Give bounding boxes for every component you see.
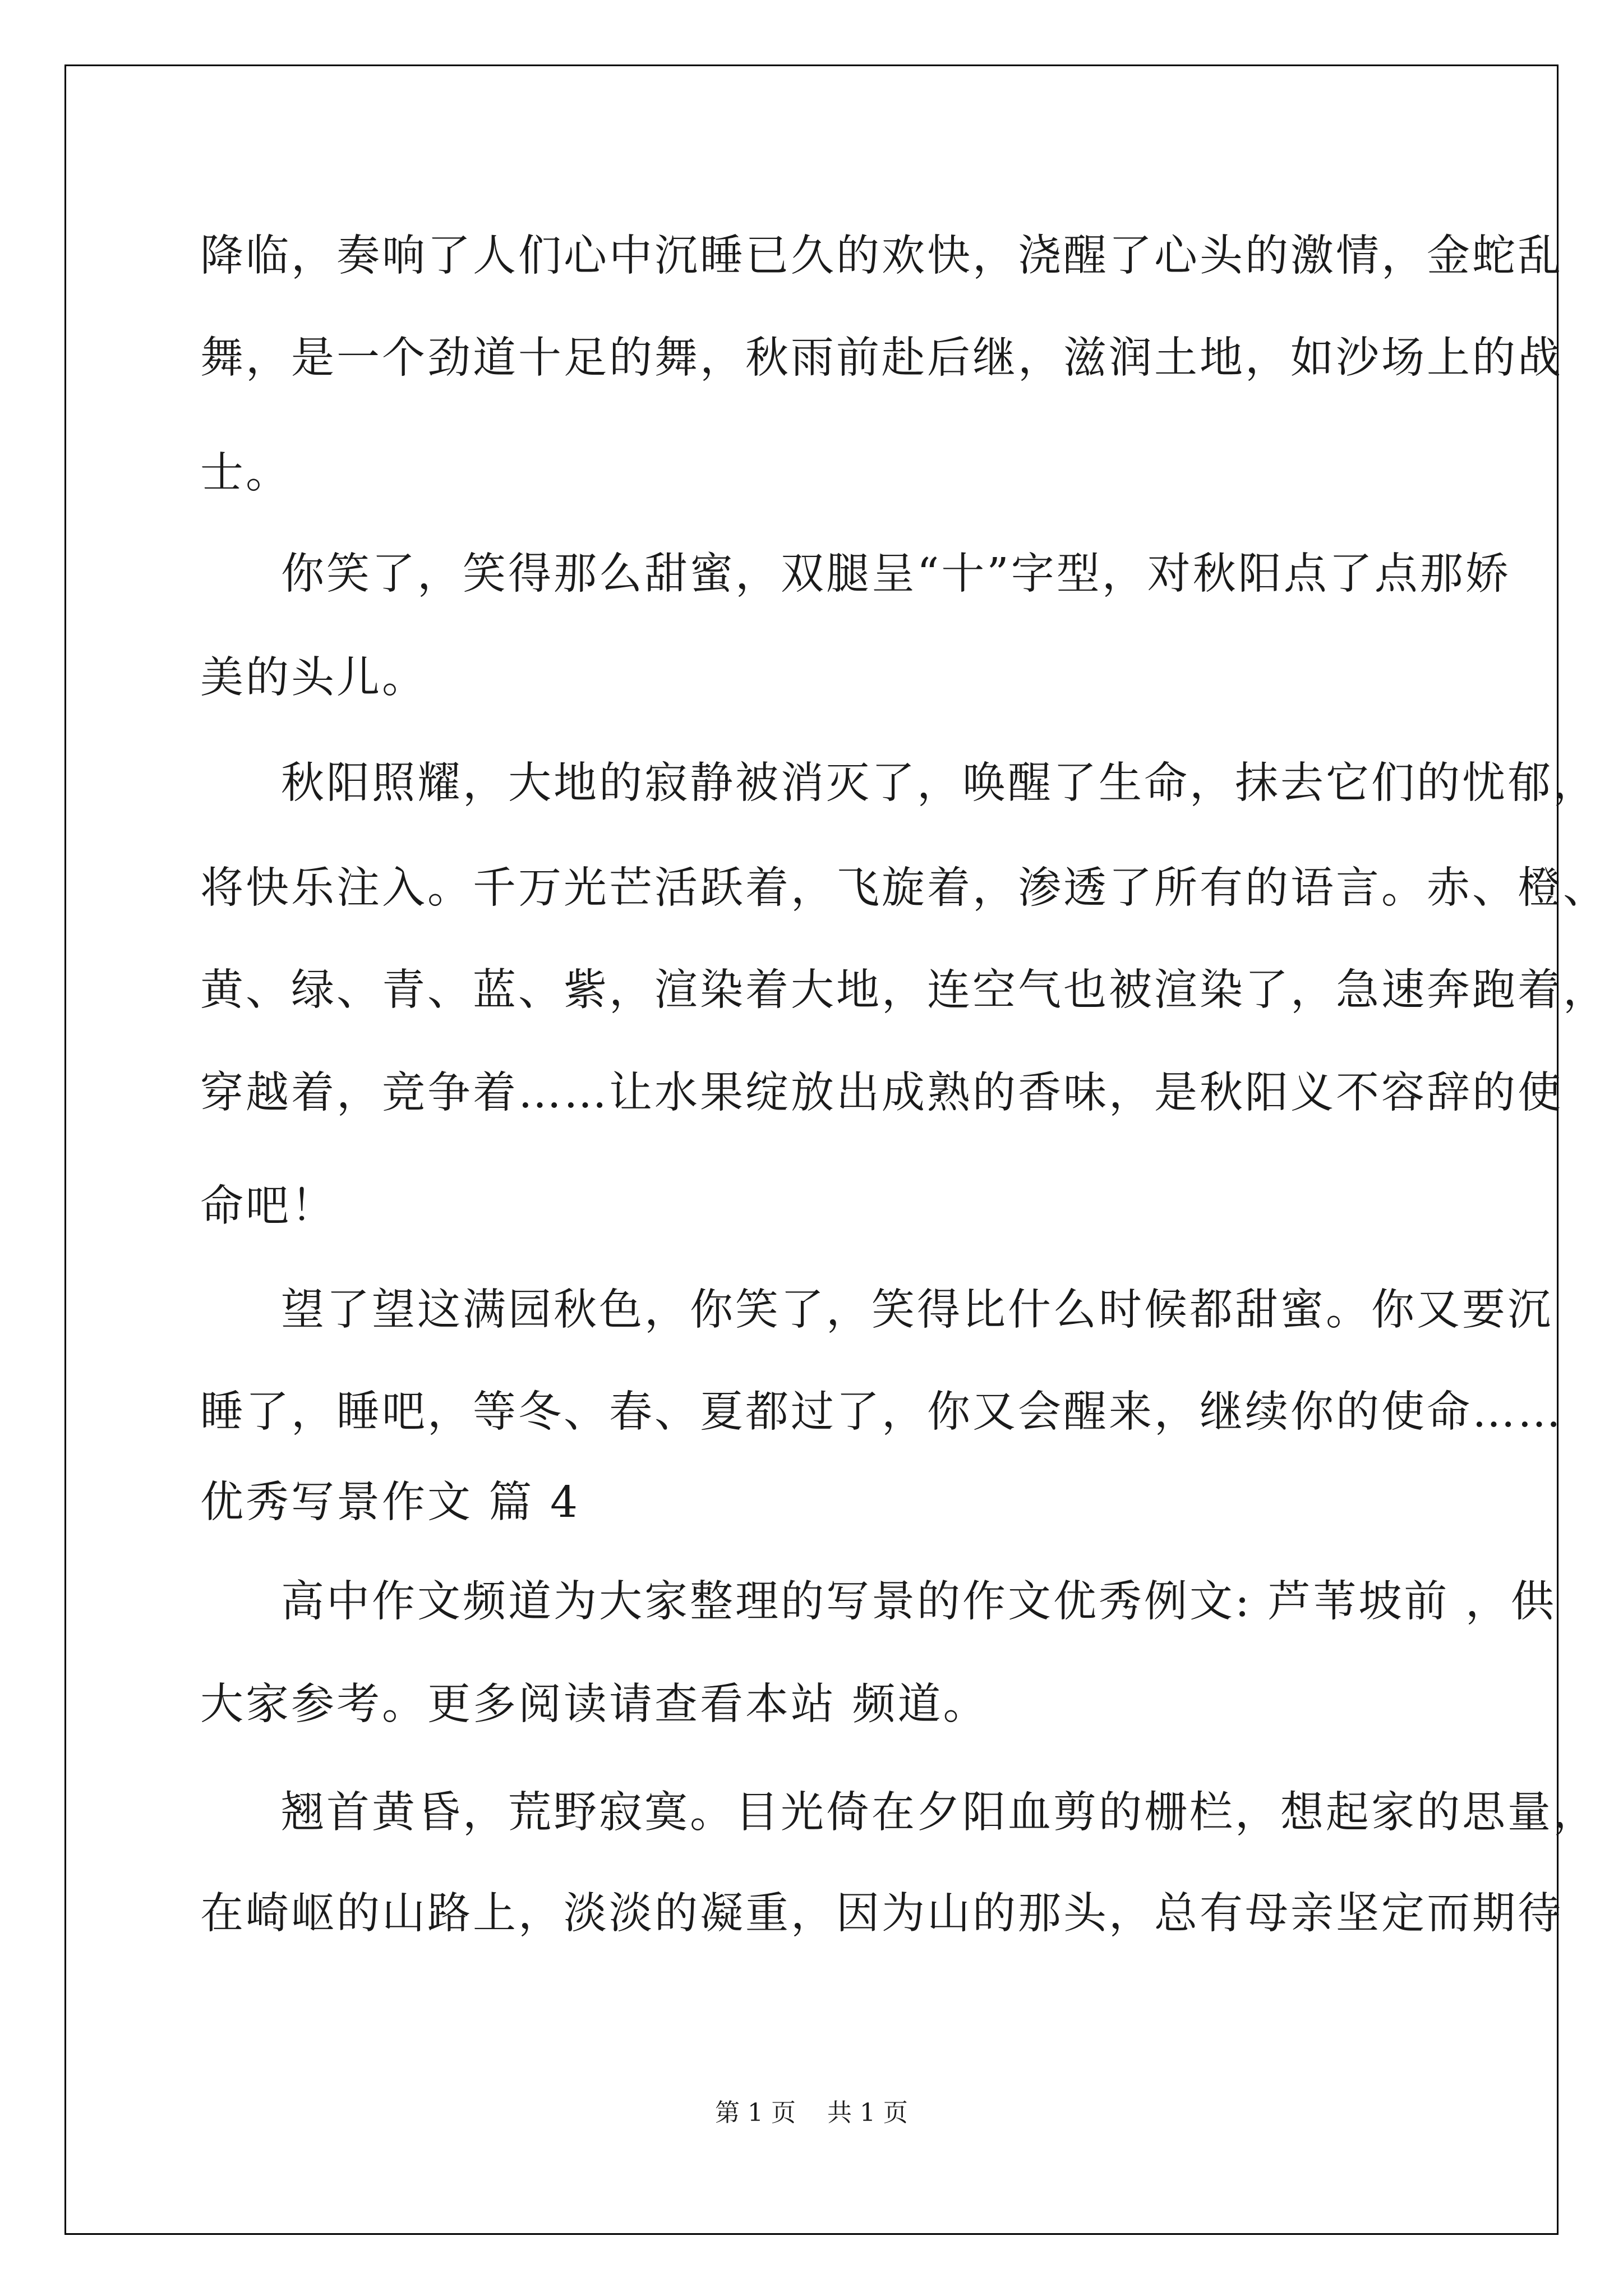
text-line: 睡了，睡吧，等冬、春、夏都过了，你又会醒来，继续你的使命…… bbox=[200, 1387, 1563, 1437]
text-line: 美的头儿。 bbox=[200, 653, 427, 703]
text-line: 在崎岖的山路上，淡淡的凝重，因为山的那头，总有母亲坚定而期待 bbox=[200, 1889, 1563, 1939]
text-line: 将快乐注入。千万光芒活跃着，飞旋着，渗透了所有的语言。赤、橙、 bbox=[200, 863, 1608, 913]
text-line: 你笑了，笑得那么甜蜜，双腿呈“十”字型，对秋阳点了点那娇 bbox=[281, 549, 1511, 599]
text-line: 翘首黄昏，荒野寂寞。目光倚在夕阳血剪的栅栏，想起家的思量， bbox=[281, 1788, 1598, 1838]
page-footer: 第 1 页 共 1 页 bbox=[715, 2099, 908, 2127]
text-line: 降临，奏响了人们心中沉睡已久的欢快，浇醒了心头的激情，金蛇乱 bbox=[200, 231, 1563, 281]
text-line: 大家参考。更多阅读请查看本站 频道。 bbox=[200, 1680, 989, 1729]
text-line: 士。 bbox=[200, 448, 291, 498]
text-line: 秋阳照耀，大地的寂静被消灭了，唤醒了生命，抹去它们的忧郁， bbox=[281, 758, 1598, 808]
text-line: 穿越着，竞争着……让水果绽放出成熟的香味，是秋阳义不容辞的使 bbox=[200, 1068, 1563, 1118]
text-line: 舞，是一个劲道十足的舞，秋雨前赴后继，滋润土地，如沙场上的战 bbox=[200, 333, 1563, 383]
text-line: 命吧！ bbox=[200, 1181, 336, 1231]
text-line: 黄、绿、青、蓝、紫，渲染着大地，连空气也被渲染了，急速奔跑着， bbox=[200, 965, 1608, 1015]
text-line: 望了望这满园秋色，你笑了，笑得比什么时候都甜蜜。你又要沉 bbox=[281, 1285, 1553, 1335]
text-line: 高中作文频道为大家整理的写景的作文优秀例文: 芦苇坡前 ，供 bbox=[281, 1577, 1556, 1627]
section-heading: 优秀写景作文 篇 4 bbox=[200, 1478, 580, 1527]
